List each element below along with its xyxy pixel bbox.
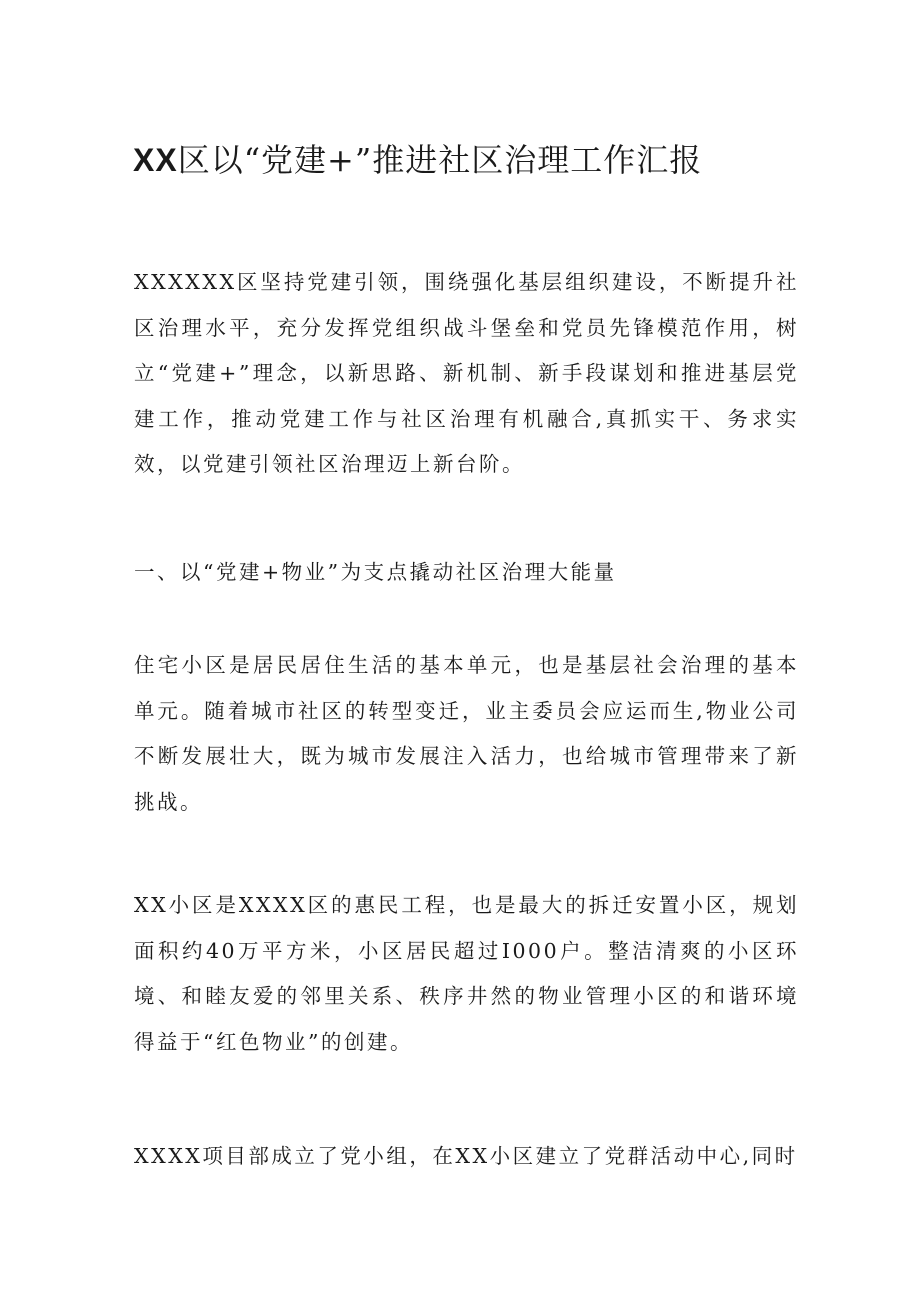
body-paragraph-4: XXXX项目部成立了党小组，在XX小区建立了党群活动中心,同时 xyxy=(134,1144,798,1168)
title-prefix: XX xyxy=(133,142,178,178)
body-paragraph-2: 住宅小区是居民居住生活的基本单元，也是基层社会治理的基本单元。随着城市社区的转型变迁，业主委员会应运而生,物业公司不断发展壮大，既为城市发展注入活力，也给城市管理带来了新挑战。 xyxy=(134,653,799,814)
body-paragraph-3: XX小区是XXXX区的惠民工程，也是最大的拆迁安置小区，规划面积约40万平方米，小区居民超过I000户。整洁清爽的小区环境、和睦友爱的邻里关系、秩序井然的物业管理小区的和谐环境得益于“红色物业”的创建。 xyxy=(134,893,799,1054)
title-text: 区以“党建+”推进社区治理工作汇报 xyxy=(177,141,703,179)
section-heading-1: 一、以“党建+物业”为支点撬动社区治理大能量 xyxy=(134,560,617,584)
document-title xyxy=(133,138,833,182)
intro-paragraph: XXXXXX区坚持党建引领，围绕强化基层组织建设，不断提升社区治理水平，充分发挥党组织战斗堡垒和党员先锋模范作用，树立“党建+”理念，以新思路、新机制、新手段谋划和推进基层党建工作，推动党建工作与社区治理有机融合,真抓实干、务求实效，以党建引领社区治理迈上新台阶。 xyxy=(134,270,799,476)
